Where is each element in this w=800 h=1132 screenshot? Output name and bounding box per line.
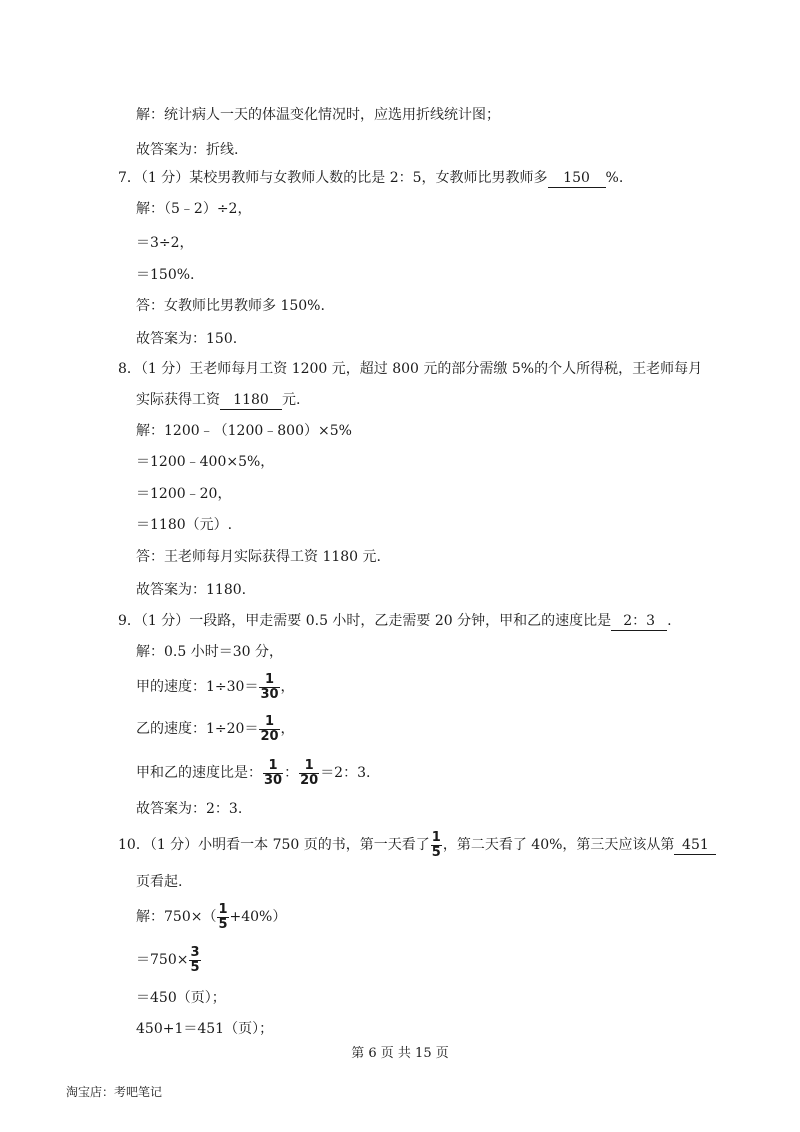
q10-step-1-fraction	[217, 903, 228, 932]
q7-question-prefix: 7．（1 分）某校男教师与女教师人数的比是 2：5，女教师比男教师多	[118, 170, 548, 186]
q7-question	[118, 168, 623, 188]
q10-step-1	[136, 899, 286, 935]
q9-step-2	[136, 669, 295, 705]
q9-step-3-prefix: 乙的速度：1÷20＝	[136, 721, 259, 737]
q8-question-line2-prefix: 实际获得工资	[136, 392, 220, 408]
fraction-numerator: 1	[431, 829, 441, 845]
q10-question-fraction	[431, 831, 442, 860]
fraction-denominator: 5	[190, 959, 200, 975]
fraction-denominator: 5	[218, 916, 228, 932]
q7-step-3: ＝150%.	[136, 267, 195, 283]
q10-step-2-fraction	[189, 946, 200, 975]
fraction-numerator: 3	[190, 944, 200, 960]
q10-step-1-suffix: +40%）	[229, 909, 287, 925]
fraction-denominator: 20	[300, 772, 319, 788]
q9-question	[118, 611, 672, 631]
q8-step-5: 答：王老师每月实际获得工资 1180 元.	[136, 549, 381, 565]
q7-step-2: ＝3÷2，	[136, 235, 194, 251]
q10-question-line2: 页看起.	[136, 874, 183, 890]
q9-question-prefix: 9．（1 分）一段路，甲走需要 0.5 小时，乙走需要 20 分钟，甲和乙的速度比是	[118, 613, 612, 629]
fraction-numerator: 1	[218, 901, 228, 917]
q8-step-1: 解：1200﹣（1200﹣800）×5%	[136, 423, 352, 439]
fraction-numerator: 1	[264, 671, 275, 687]
q9-step-1: 解：0.5 小时＝30 分，	[136, 644, 283, 660]
q10-question	[118, 827, 716, 863]
q9-step-2-suffix: ，	[280, 679, 295, 695]
q9-step-4-separator: ：	[284, 765, 299, 781]
q9-step-3	[136, 711, 295, 747]
page-number: 第 6 页 共 15 页	[351, 1046, 449, 1061]
q9-answer: 故答案为：2：3.	[136, 801, 243, 817]
q10-step-4: 450+1＝451（页）；	[136, 1021, 274, 1037]
q9-step-3-fraction	[259, 715, 279, 744]
q8-answer: 故答案为：1180.	[136, 582, 247, 598]
q10-step-2-prefix: ＝750×	[136, 952, 189, 968]
q9-step-4-suffix: ＝2：3.	[320, 765, 371, 781]
fraction-numerator: 1	[304, 757, 314, 773]
q8-question-line2-suffix: 元.	[282, 392, 301, 408]
q7-question-suffix: %.	[605, 170, 624, 186]
q10-question-mid: ，第二天看了 40%，第三天应该从第	[442, 837, 675, 853]
q8-answer-blank: 1180	[220, 391, 282, 410]
fraction-numerator: 1	[264, 713, 275, 729]
q10-step-1-prefix: 解：750×（	[136, 909, 217, 925]
q8-question-line1: 8．（1 分）王老师每月工资 1200 元，超过 800 元的部分需缴 5%的个人所得税，王老师每月	[118, 361, 703, 377]
fraction-numerator: 1	[268, 757, 278, 773]
q10-question-prefix: 10．（1 分）小明看一本 750 页的书，第一天看了	[118, 837, 430, 853]
q7-step-4: 答：女教师比男教师多 150%.	[136, 298, 325, 314]
q7-step-1: 解：（5﹣2）÷2，	[136, 201, 252, 217]
shop-label: 淘宝店：考吧笔记	[66, 1085, 163, 1099]
q9-step-4-fraction-2	[299, 759, 319, 788]
fraction-denominator: 30	[260, 686, 279, 702]
q9-answer-blank: 2：3	[611, 612, 667, 631]
q10-step-2	[136, 942, 202, 978]
q7-answer-blank: 150	[548, 169, 606, 188]
q8-step-2: ＝1200﹣400×5%，	[136, 454, 275, 470]
q7-answer: 故答案为：150.	[136, 331, 238, 347]
q9-step-4	[136, 755, 370, 791]
fraction-denominator: 20	[260, 728, 279, 744]
q8-step-3: ＝1200﹣20，	[136, 486, 232, 502]
q9-step-4-prefix: 甲和乙的速度比是：	[136, 765, 262, 781]
q9-step-2-fraction	[259, 673, 279, 702]
q10-answer-blank: 451	[674, 836, 716, 855]
q8-question-line2	[136, 390, 300, 410]
q9-step-2-prefix: 甲的速度：1÷30＝	[136, 679, 259, 695]
q10-step-3: ＝450（页）；	[136, 990, 226, 1006]
q6-answer: 故答案为：折线.	[136, 142, 239, 158]
q9-question-suffix: .	[667, 613, 672, 629]
q9-step-3-suffix: ，	[280, 721, 295, 737]
q6-solution: 解：统计病人一天的体温变化情况时，应选用折线统计图；	[136, 107, 500, 123]
q9-step-4-fraction-1	[263, 759, 283, 788]
fraction-denominator: 30	[264, 772, 283, 788]
fraction-denominator: 5	[431, 844, 441, 860]
q8-step-4: ＝1180（元）.	[136, 517, 233, 533]
